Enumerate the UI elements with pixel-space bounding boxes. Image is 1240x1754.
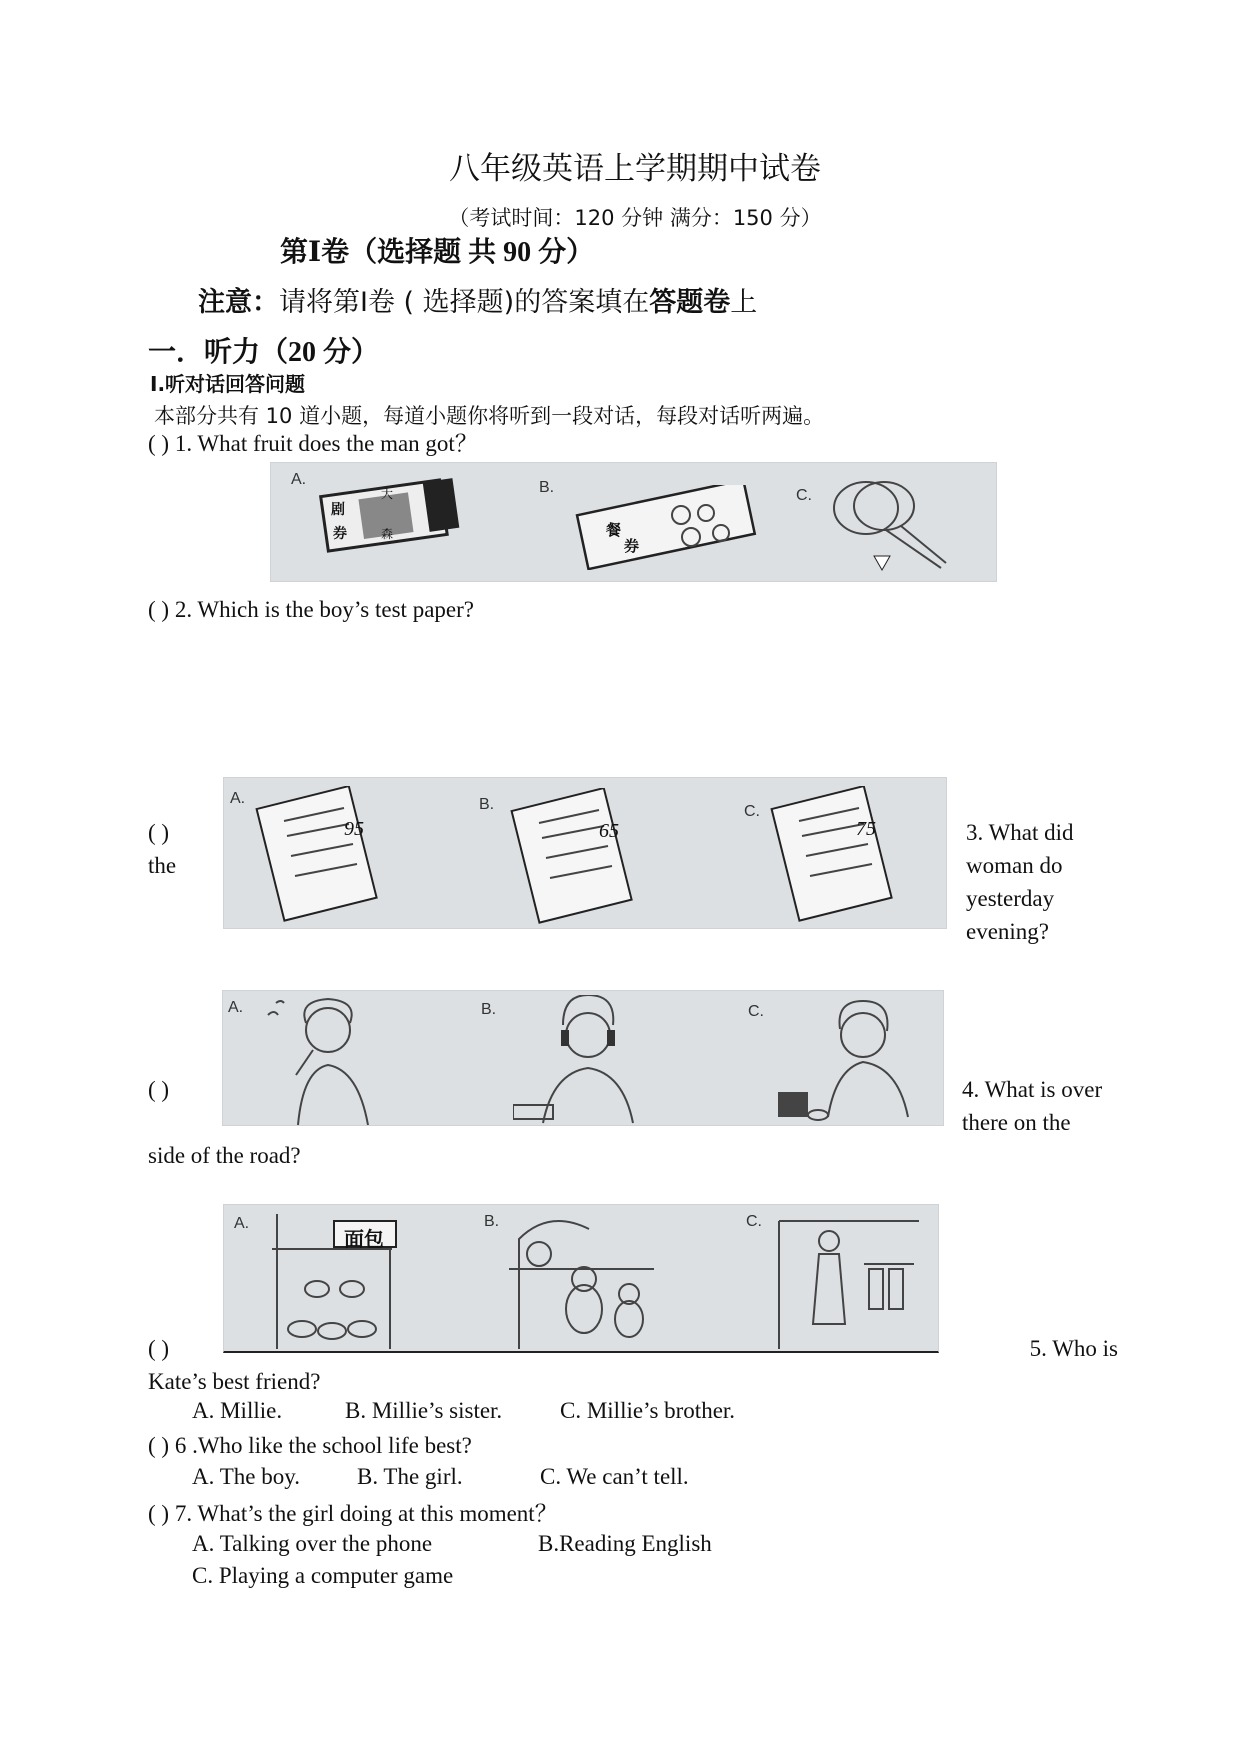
ticket-text: 券 — [624, 539, 640, 555]
notice-suffix: 上 — [730, 287, 758, 318]
question-text: 1. What fruit does the man got？ — [174, 431, 478, 456]
answer-blank[interactable]: ( ) — [148, 1077, 170, 1102]
page-title: 八年级英语上学期期中试卷 — [449, 151, 821, 187]
racket-icon — [826, 468, 976, 578]
option-label: B. — [484, 1213, 500, 1230]
question-text-line: woman do — [966, 853, 1063, 878]
answer-blank[interactable]: ( ) — [148, 431, 170, 456]
clothes-shop-icon — [774, 1209, 924, 1349]
singing-woman-icon — [258, 995, 408, 1125]
question-text: 6 .Who like the school life best? — [174, 1433, 472, 1458]
notice — [198, 280, 757, 319]
notice-prefix: 注意： — [198, 287, 279, 318]
question-6 — [148, 1429, 472, 1462]
option-a[interactable]: A. Talking over the phone — [192, 1531, 433, 1556]
question-text-line: 5. Who is — [1029, 1336, 1118, 1361]
volume-heading: 第Ⅰ卷（选择题 共 90 分） — [280, 237, 595, 268]
answer-blank[interactable]: ( ) — [148, 1433, 170, 1458]
option-c[interactable]: C. Millie’s brother. — [560, 1398, 736, 1423]
option-c[interactable]: C. We can’t tell. — [540, 1464, 689, 1489]
question-2 — [148, 593, 474, 626]
answer-blank[interactable]: ( ) — [148, 597, 170, 622]
ticket-text: 大 — [381, 487, 394, 501]
option-label: C. — [746, 1213, 762, 1230]
exam-info: （考试时间：120 分钟 满分：150 分） — [448, 206, 822, 230]
question-text-line: yesterday — [966, 886, 1055, 911]
question-1 — [148, 427, 478, 460]
option-b[interactable]: B. Millie’s sister. — [345, 1398, 503, 1423]
option-c[interactable]: C. Playing a computer game — [192, 1563, 454, 1588]
option-label: A. — [230, 790, 246, 807]
ticket-text: 券 — [333, 527, 347, 542]
option-label: A. — [234, 1215, 250, 1232]
question-text-line: evening? — [966, 919, 1050, 944]
score: 75 — [856, 818, 876, 840]
instruction: 本部分共有 10 道小题，每道小题你将听到一段对话，每段对话听两遍。 — [154, 404, 825, 428]
option-label: B. — [539, 479, 555, 496]
option-label: C. — [748, 1003, 764, 1020]
option-label: C. — [796, 487, 812, 504]
notice-bold: 答题卷 — [649, 287, 731, 318]
notice-middle: 请将第Ⅰ卷 ( 选择题)的答案填在 — [279, 287, 650, 318]
shop-sign: 面包 — [344, 1227, 384, 1251]
listening-woman-icon — [513, 995, 663, 1125]
question-7 — [148, 1497, 558, 1530]
ticket-text: 剧 — [331, 503, 345, 518]
question-text-line: 3. What did — [966, 820, 1074, 845]
part-title: Ⅰ.听对话回答问题 — [150, 372, 306, 396]
option-b[interactable]: B. The girl. — [357, 1464, 463, 1489]
q1-picture — [270, 462, 997, 582]
test-paper-icon — [504, 788, 654, 928]
option-label: B. — [479, 796, 495, 813]
q2-picture — [223, 777, 947, 929]
option-a[interactable]: A. The boy. — [192, 1464, 300, 1489]
option-b[interactable]: B.Reading English — [538, 1531, 712, 1556]
question-text: 2. Which is the boy’s test paper? — [174, 597, 474, 622]
answer-blank[interactable]: ( ) — [148, 820, 170, 845]
question-text-line: there on the — [962, 1110, 1071, 1135]
question-text-line: 4. What is over — [962, 1077, 1103, 1102]
tea-woman-icon — [778, 997, 928, 1127]
q3-picture — [222, 990, 944, 1126]
meal-ticket-icon — [571, 485, 771, 570]
test-paper-icon — [249, 786, 399, 926]
option-label: C. — [744, 803, 760, 820]
score: 65 — [599, 820, 619, 842]
option-label: A. — [291, 471, 307, 488]
question-4-text — [962, 1073, 1117, 1139]
test-paper-icon — [764, 786, 914, 926]
question-text-line: Kate’s best friend? — [148, 1369, 321, 1394]
question-3-text — [966, 816, 1074, 948]
answer-blank[interactable]: ( ) — [148, 1336, 170, 1361]
score: 95 — [344, 818, 364, 840]
q4-picture — [223, 1204, 939, 1353]
option-label: B. — [481, 1001, 497, 1018]
toy-shop-icon — [509, 1209, 659, 1349]
ticket-text: 森 — [381, 527, 394, 541]
question-text: 7. What’s the girl doing at this moment？ — [174, 1501, 558, 1526]
section-title: 一．听力（20 分） — [148, 337, 380, 368]
question-3-pre: the — [148, 853, 177, 878]
option-label: A. — [228, 999, 244, 1016]
option-a[interactable]: A. Millie. — [192, 1398, 283, 1423]
question-text-line: side of the road? — [148, 1143, 301, 1168]
ticket-text: 餐 — [606, 523, 622, 539]
answer-blank[interactable]: ( ) — [148, 1501, 170, 1526]
